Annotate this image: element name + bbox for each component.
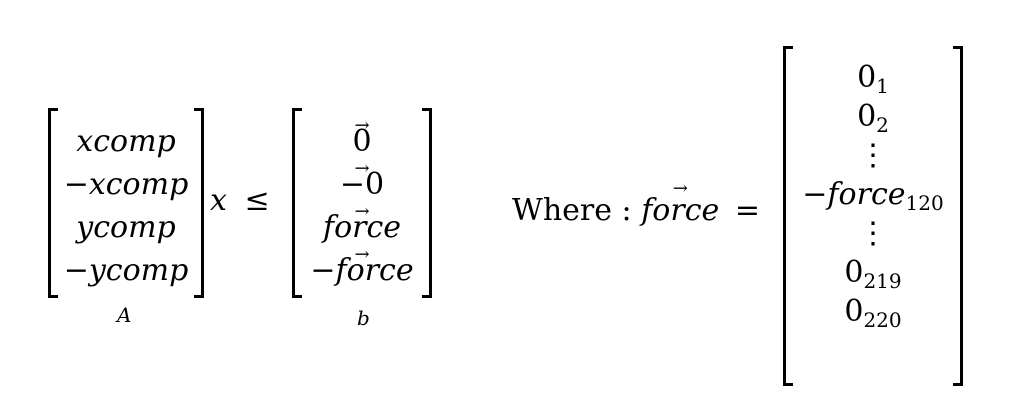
matrix-A-row: −ycomp	[63, 253, 189, 288]
matrix-A-row: xcomp	[76, 124, 176, 159]
vector-b-row: → force	[323, 206, 401, 249]
force-vector-row: $0_2$	[857, 99, 889, 137]
vector-b-row: → 0	[352, 120, 371, 163]
force-symbol: → force	[641, 196, 719, 226]
matrix-A-label: A	[117, 303, 132, 327]
leq-operator: ≤	[244, 183, 270, 218]
vector-b-row: → −force	[310, 249, 413, 292]
vector-b-body	[292, 108, 432, 298]
force-vector-row: $0_{219}$	[844, 255, 902, 293]
variable-x: x	[210, 183, 227, 218]
where-prefix: Where :	[512, 193, 632, 228]
force-vector-row: ⋮	[858, 216, 888, 251]
equals-sign: =	[734, 193, 760, 228]
force-vector-row: −force$_{120}$	[802, 177, 944, 215]
inequality	[210, 183, 270, 218]
force-vector-body	[783, 46, 963, 386]
matrix-A-row: ycomp	[76, 210, 176, 245]
where-clause	[512, 193, 760, 228]
force-vector-row: $0_1$	[857, 60, 889, 98]
vector-b-label: b	[357, 306, 370, 330]
force-vector-row: ⋮	[858, 138, 888, 173]
force-vector-row: $0_{220}$	[844, 294, 902, 332]
matrix-A-row: −xcomp	[63, 167, 189, 202]
vector-b-row: → −0	[340, 163, 384, 206]
matrix-A-body	[48, 108, 204, 298]
